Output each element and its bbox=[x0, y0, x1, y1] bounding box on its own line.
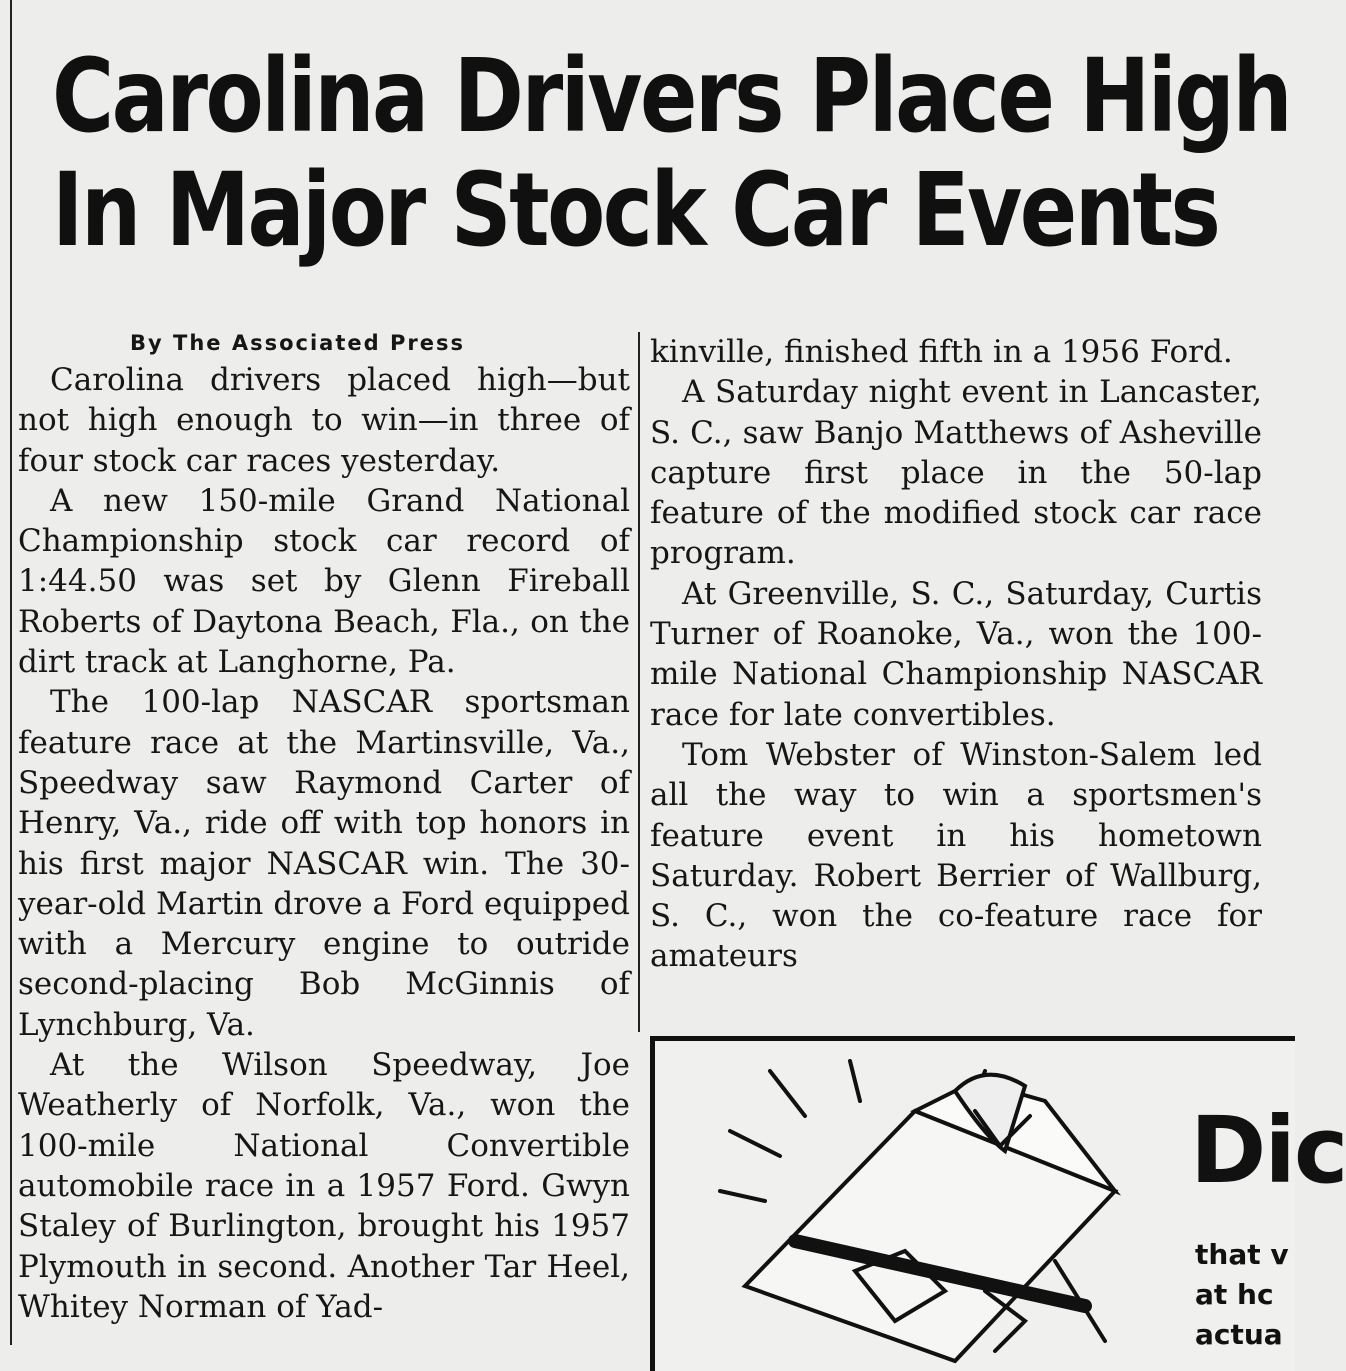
headline-line-1: Carolina Drivers Place High bbox=[52, 37, 1291, 156]
paragraph-continued: kinville, finished fifth in a 1956 Ford. bbox=[650, 334, 1233, 370]
ad-text-line: actua bbox=[1195, 1318, 1283, 1351]
paragraph: At the Wilson Speedway, Joe Weatherly of Norfolk, Va., won the 100-mile National Convertible automobile race in a 1957 Ford. Gwyn Staley of Burlington, brought his 1957 Plymouth in second. Another Tar Heel, Whitey Norman of Yad- bbox=[18, 1047, 630, 1325]
byline: By The Associated Press bbox=[130, 331, 465, 355]
ad-text-line: at hc bbox=[1195, 1278, 1274, 1311]
paragraph: Tom Webster of Winston-Salem led all the way to win a sportsmen's feature event in his hometown Saturday. Robert Berrier of Wallburg, S. C., won the co-feature race for amateurs bbox=[650, 736, 1262, 975]
article-column-2 bbox=[650, 332, 1262, 977]
paragraph: A new 150-mile Grand National Championship stock car record of 1:44.50 was set by Glenn Fireball Roberts of Daytona Beach, Fla., on the dirt track at Langhorne, Pa. bbox=[18, 482, 630, 681]
ad-heading: Dic bbox=[1190, 1097, 1346, 1204]
paragraph: A Saturday night event in Lancaster, S. C., saw Banjo Matthews of Asheville capture first place in the 50-lap feature of the modified stock car race program. bbox=[650, 374, 1262, 572]
paragraph: Carolina drivers placed high—but not high enough to win—in three of four stock car races yesterday. bbox=[18, 362, 630, 479]
paragraph: At Greenville, S. C., Saturday, Curtis Turner of Roanoke, Va., won the 100-mile National Championship NASCAR race for late convertibles. bbox=[650, 575, 1262, 733]
ad-text-line: that v bbox=[1195, 1238, 1289, 1271]
column-divider bbox=[638, 332, 640, 1032]
article-column-1 bbox=[18, 328, 630, 1327]
headline bbox=[52, 37, 1291, 270]
headline-line-2: In Major Stock Car Events bbox=[52, 151, 1219, 270]
advertisement bbox=[650, 1036, 1346, 1371]
left-margin-rule bbox=[10, 0, 12, 1345]
paragraph: The 100-lap NASCAR sportsman feature race at the Martinsville, Va., Speedway saw Raymond Carter of Henry, Va., ride off with top honors in his first major NASCAR win. The 30-year-old Martin drove a Ford equipped with a Mercury engine to outride second-placing Bob McGinnis of Lynchburg, Va. bbox=[18, 684, 630, 1043]
